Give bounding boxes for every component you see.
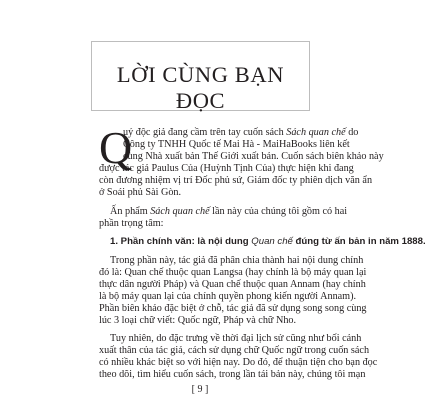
para1-line-1: uý độc giả đang cầm trên tay cuốn sách Sách quan chế do [123,127,359,138]
para2-line-2: phần trọng tâm: [99,218,164,229]
title-frame [91,41,310,111]
para3-line-5: Phần biên khảo đặc biệt ở chỗ, tác giả đã sử dụng song song cùng [99,303,367,314]
para3-line-3: thực dân người Pháp) và Quan chế thuộc quan Annam (hay chính [99,279,366,290]
page-number: [ 9 ] [191,384,209,395]
para1-line-4: được tác giả Paulus Của (Huỳnh Tịnh Của) thực hiện khi đang [99,163,354,174]
dropcap-letter: Q [99,122,133,173]
para1-line-5: còn đương nhiệm vị trí Đốc phủ sứ, Giám đốc ty phiên dịch văn ẩn [99,175,373,186]
para4-line-2: xuất thân của tác giả, cách sử dụng chữ Quốc ngữ trong cuốn sách [99,345,370,356]
para4-line-1: Tuy nhiên, do đặc trưng về thời đại lịch sử cũng như bối cảnh [110,333,362,344]
para1-line-3: cùng Nhà xuất bản Thế Giới xuất bản. Cuốn sách biên khảo này [123,151,384,162]
section-heading: 1. Phần chính văn: là nội dung Quan chế đúng từ ấn bản in năm 1888. [110,236,426,247]
para3-line-2: đó là: Quan chế thuộc quan Langsa (hay chính là bộ máy quan lại [99,267,367,278]
page-title: LỜI CÙNG BẠN ĐỌC [116,62,285,113]
para3-line-6: lúc 3 loại chữ viết: Quốc ngữ, Pháp và chữ Nho. [99,315,297,326]
para4-line-3: có nhiều khác biệt so với hiện nay. Do đó, để thuận tiện cho bạn đọc [99,357,378,368]
para1-line-6: ở Soái phủ Sài Gòn. [99,187,182,198]
para4-line-4: theo dõi, tìm hiểu cuốn sách, trong lần tái bản này, chúng tôi mạn [99,369,366,380]
para3-line-4: là bộ máy quan lại của chính quyền phong kiến người Annam). [99,291,357,302]
para2-line-1: Ấn phẩm Sách quan chế lần này của chúng tôi gồm có hai [110,206,348,217]
para3-line-1: Trong phần này, tác giả đã phân chia thành hai nội dung chính [110,255,364,266]
para1-line-2: Công ty TNHH Quốc tế Mai Hà - MaiHaBooks liên kết [123,139,350,150]
